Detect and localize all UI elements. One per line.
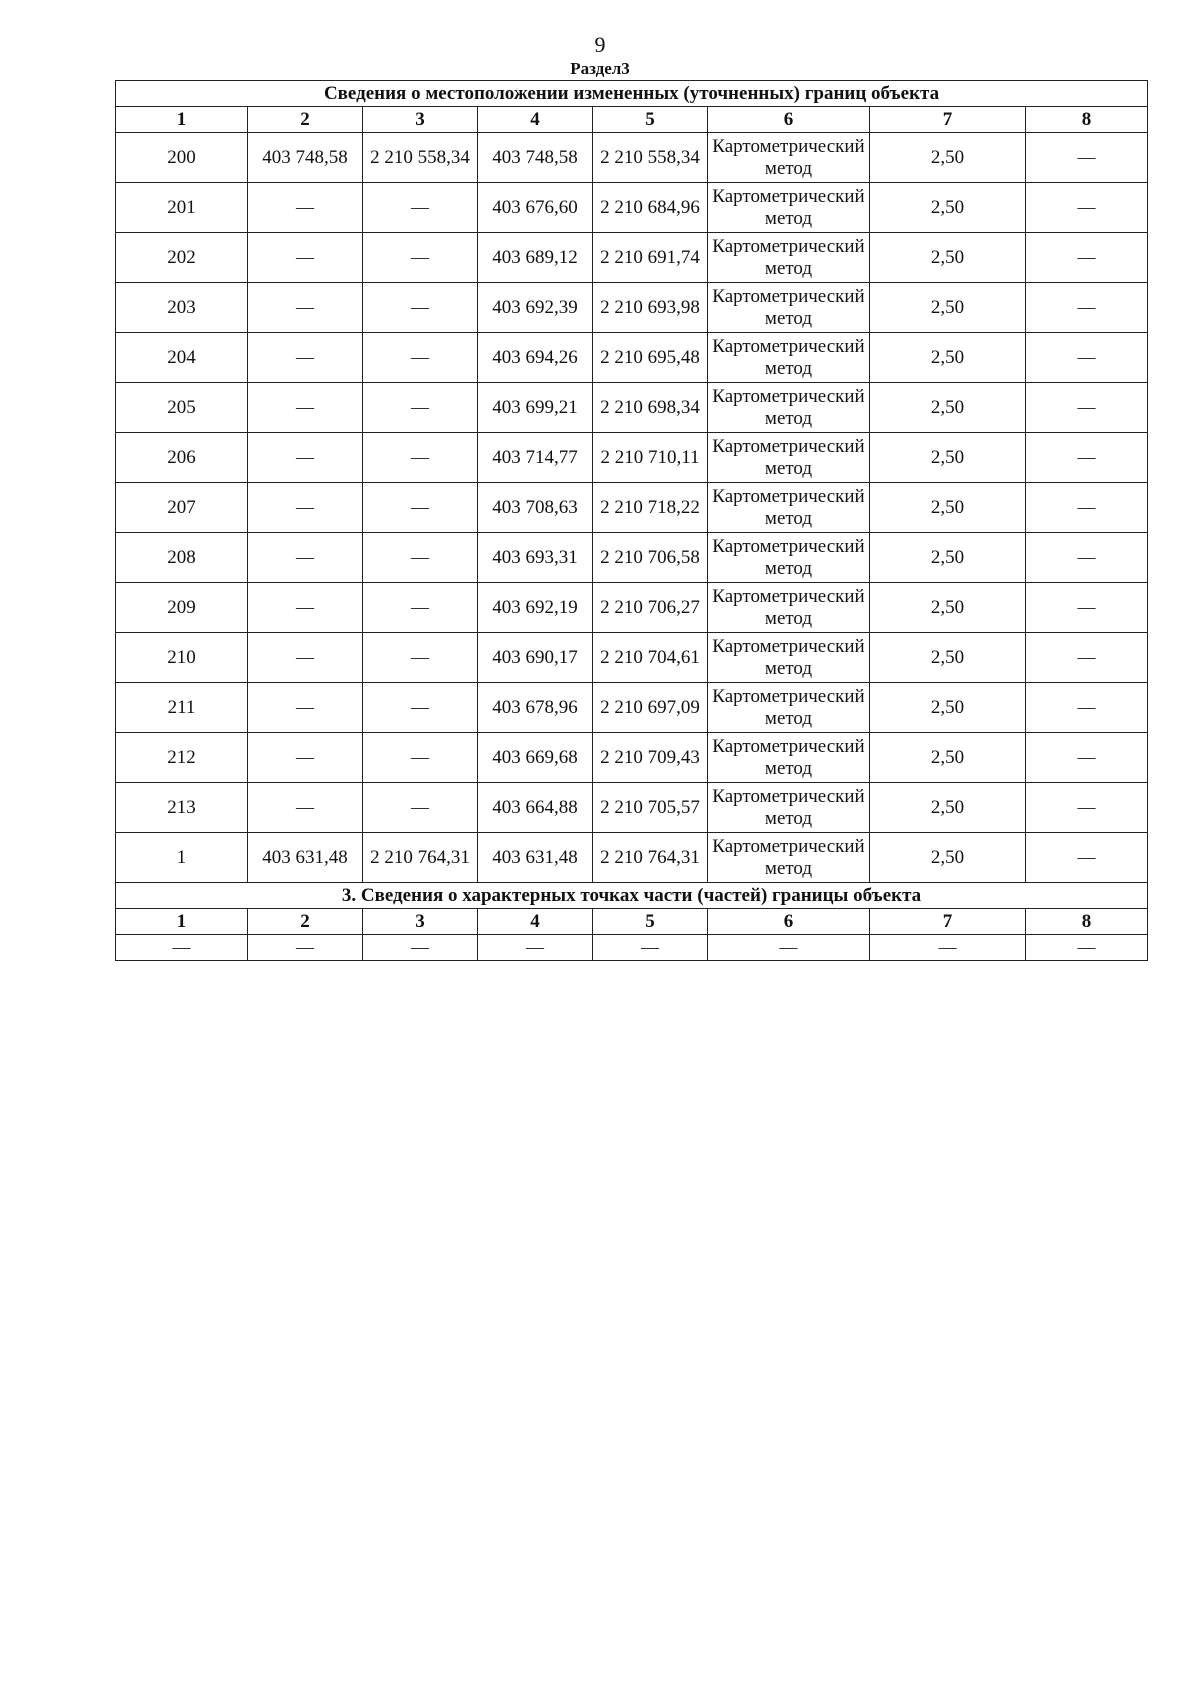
table-cell: Картометрический метод xyxy=(708,283,870,333)
table-cell: Картометрический метод xyxy=(708,683,870,733)
table-row xyxy=(116,483,1148,533)
table-cell: — xyxy=(116,935,248,961)
table-cell: 2 210 691,74 xyxy=(593,233,708,283)
column-number: 4 xyxy=(478,909,593,935)
table-cell: 209 xyxy=(116,583,248,633)
table-cell: — xyxy=(1026,533,1148,583)
table-cell: 203 xyxy=(116,283,248,333)
table-row xyxy=(116,333,1148,383)
table-cell: — xyxy=(363,233,478,283)
table-cell: — xyxy=(363,733,478,783)
table-cell: 2 210 695,48 xyxy=(593,333,708,383)
table-cell: 207 xyxy=(116,483,248,533)
table-cell: Картометрический метод xyxy=(708,783,870,833)
column-number: 8 xyxy=(1026,909,1148,935)
table-cell: — xyxy=(708,935,870,961)
table-cell: 204 xyxy=(116,333,248,383)
table-cell: — xyxy=(1026,783,1148,833)
table-cell: — xyxy=(1026,935,1148,961)
column-number: 4 xyxy=(478,107,593,133)
table-row xyxy=(116,133,1148,183)
table-cell: 403 708,63 xyxy=(478,483,593,533)
table-cell: 200 xyxy=(116,133,248,183)
table-cell: 403 669,68 xyxy=(478,733,593,783)
table-cell: 403 699,21 xyxy=(478,383,593,433)
table-cell: 2 210 764,31 xyxy=(363,833,478,883)
table-cell: — xyxy=(1026,283,1148,333)
section-title: Раздел3 xyxy=(570,59,630,78)
table-cell: — xyxy=(248,683,363,733)
table-row xyxy=(116,833,1148,883)
table-cell: — xyxy=(363,633,478,683)
table-cell: 2,50 xyxy=(870,683,1026,733)
table-cell: 403 748,58 xyxy=(478,133,593,183)
table-cell: 403 689,12 xyxy=(478,233,593,283)
table-cell: — xyxy=(363,533,478,583)
column-number: 3 xyxy=(363,107,478,133)
table-cell: 2,50 xyxy=(870,633,1026,683)
table-cell: 2,50 xyxy=(870,183,1026,233)
table-cell: — xyxy=(363,583,478,633)
table-row xyxy=(116,533,1148,583)
table-cell: — xyxy=(363,183,478,233)
table-cell: 403 678,96 xyxy=(478,683,593,733)
table-cell: 2 210 709,43 xyxy=(593,733,708,783)
table-cell: Картометрический метод xyxy=(708,233,870,283)
table-cell: — xyxy=(1026,583,1148,633)
table-cell: Картометрический метод xyxy=(708,533,870,583)
table-row xyxy=(116,733,1148,783)
page-number: 9 xyxy=(594,32,606,57)
table-row xyxy=(116,183,1148,233)
boundary-table xyxy=(115,80,1148,961)
table-cell: — xyxy=(363,333,478,383)
table-cell: — xyxy=(363,483,478,533)
table-cell: — xyxy=(1026,133,1148,183)
table-cell: — xyxy=(248,383,363,433)
table-cell: Картометрический метод xyxy=(708,483,870,533)
column-number: 2 xyxy=(248,909,363,935)
table-cell: 403 664,88 xyxy=(478,783,593,833)
column-number: 1 xyxy=(116,909,248,935)
table-cell: — xyxy=(248,583,363,633)
table-caption-row xyxy=(116,81,1148,107)
column-number: 6 xyxy=(708,909,870,935)
table-cell: 2 210 718,22 xyxy=(593,483,708,533)
table-cell: 211 xyxy=(116,683,248,733)
table-row xyxy=(116,683,1148,733)
table-body xyxy=(116,81,1148,961)
table-row xyxy=(116,633,1148,683)
table-cell: 2 210 684,96 xyxy=(593,183,708,233)
table-cell: Картометрический метод xyxy=(708,833,870,883)
table-cell: — xyxy=(248,183,363,233)
table-cell: 2 210 558,34 xyxy=(593,133,708,183)
table-cell: 403 676,60 xyxy=(478,183,593,233)
table-cell: — xyxy=(1026,433,1148,483)
table-cell: 208 xyxy=(116,533,248,583)
table-cell: Картометрический метод xyxy=(708,133,870,183)
table-cell: 2,50 xyxy=(870,133,1026,183)
table-cell: — xyxy=(363,433,478,483)
table-cell: 2,50 xyxy=(870,833,1026,883)
table-cell: 2,50 xyxy=(870,783,1026,833)
table-cell: Картометрический метод xyxy=(708,183,870,233)
table-cell: — xyxy=(1026,833,1148,883)
table-cell: 403 631,48 xyxy=(478,833,593,883)
table-row xyxy=(116,783,1148,833)
table-caption-row xyxy=(116,883,1148,909)
table-cell: 2 210 698,34 xyxy=(593,383,708,433)
table-cell: Картометрический метод xyxy=(708,733,870,783)
table-cell: — xyxy=(248,783,363,833)
table-cell: Картометрический метод xyxy=(708,333,870,383)
table-cell: — xyxy=(593,935,708,961)
table-cell: — xyxy=(248,433,363,483)
column-number: 2 xyxy=(248,107,363,133)
table-cell: — xyxy=(363,283,478,333)
table-cell: 2,50 xyxy=(870,733,1026,783)
column-number: 6 xyxy=(708,107,870,133)
table-cell: 2 210 764,31 xyxy=(593,833,708,883)
column-number: 1 xyxy=(116,107,248,133)
table-caption: Сведения о местоположении измененных (уточненных) границ объекта xyxy=(116,81,1148,107)
table-cell: — xyxy=(248,935,363,961)
table-cell: 403 694,26 xyxy=(478,333,593,383)
table-cell: — xyxy=(1026,483,1148,533)
table-cell: 210 xyxy=(116,633,248,683)
table-cell: — xyxy=(1026,333,1148,383)
table-row xyxy=(116,433,1148,483)
table-cell: 2,50 xyxy=(870,533,1026,583)
table-cell: 202 xyxy=(116,233,248,283)
table-cell: 2 210 705,57 xyxy=(593,783,708,833)
table-cell: — xyxy=(248,533,363,583)
table-cell: 403 690,17 xyxy=(478,633,593,683)
table-cell: Картометрический метод xyxy=(708,633,870,683)
table-cell: 212 xyxy=(116,733,248,783)
table-cell: 201 xyxy=(116,183,248,233)
table-cell: — xyxy=(248,633,363,683)
column-number-row xyxy=(116,909,1148,935)
table-cell: — xyxy=(1026,183,1148,233)
table-caption: 3. Сведения о характерных точках части (частей) границы объекта xyxy=(116,883,1148,909)
table-cell: 2 210 710,11 xyxy=(593,433,708,483)
table-cell: 2,50 xyxy=(870,583,1026,633)
table-cell: 2,50 xyxy=(870,233,1026,283)
table-cell: 205 xyxy=(116,383,248,433)
table-cell: 206 xyxy=(116,433,248,483)
table-cell: 2 210 706,27 xyxy=(593,583,708,633)
column-number: 5 xyxy=(593,909,708,935)
table-cell: Картометрический метод xyxy=(708,583,870,633)
table-cell: Картометрический метод xyxy=(708,383,870,433)
table-cell: 1 xyxy=(116,833,248,883)
column-number: 7 xyxy=(870,107,1026,133)
table-cell: — xyxy=(1026,683,1148,733)
table-cell: 2 210 706,58 xyxy=(593,533,708,583)
table-row xyxy=(116,935,1148,961)
table-cell: — xyxy=(478,935,593,961)
table-cell: — xyxy=(248,333,363,383)
table-row xyxy=(116,283,1148,333)
table-cell: 2,50 xyxy=(870,283,1026,333)
table-cell: — xyxy=(248,283,363,333)
table-cell: 213 xyxy=(116,783,248,833)
table-cell: Картометрический метод xyxy=(708,433,870,483)
table-cell: 2 210 693,98 xyxy=(593,283,708,333)
table-cell: 403 714,77 xyxy=(478,433,593,483)
table-cell: — xyxy=(870,935,1026,961)
column-number: 5 xyxy=(593,107,708,133)
table-row xyxy=(116,383,1148,433)
column-number-row xyxy=(116,107,1148,133)
table-cell: — xyxy=(363,935,478,961)
table-cell: — xyxy=(1026,633,1148,683)
table-cell: — xyxy=(363,783,478,833)
table-cell: 2 210 558,34 xyxy=(363,133,478,183)
table-cell: — xyxy=(1026,383,1148,433)
table-cell: — xyxy=(248,733,363,783)
table-cell: — xyxy=(363,383,478,433)
table-cell: — xyxy=(1026,733,1148,783)
table-cell: 2,50 xyxy=(870,433,1026,483)
table-cell: 403 693,31 xyxy=(478,533,593,583)
table-cell: 403 692,39 xyxy=(478,283,593,333)
table-cell: — xyxy=(1026,233,1148,283)
table-cell: 2,50 xyxy=(870,383,1026,433)
table-row xyxy=(116,233,1148,283)
table-cell: — xyxy=(248,483,363,533)
table-cell: 2 210 697,09 xyxy=(593,683,708,733)
table-cell: 2,50 xyxy=(870,483,1026,533)
table-cell: — xyxy=(363,683,478,733)
table-cell: 2,50 xyxy=(870,333,1026,383)
column-number: 7 xyxy=(870,909,1026,935)
table-cell: — xyxy=(248,233,363,283)
table-cell: 403 748,58 xyxy=(248,133,363,183)
table-cell: 403 692,19 xyxy=(478,583,593,633)
column-number: 8 xyxy=(1026,107,1148,133)
column-number: 3 xyxy=(363,909,478,935)
table-cell: 403 631,48 xyxy=(248,833,363,883)
table-row xyxy=(116,583,1148,633)
table-cell: 2 210 704,61 xyxy=(593,633,708,683)
